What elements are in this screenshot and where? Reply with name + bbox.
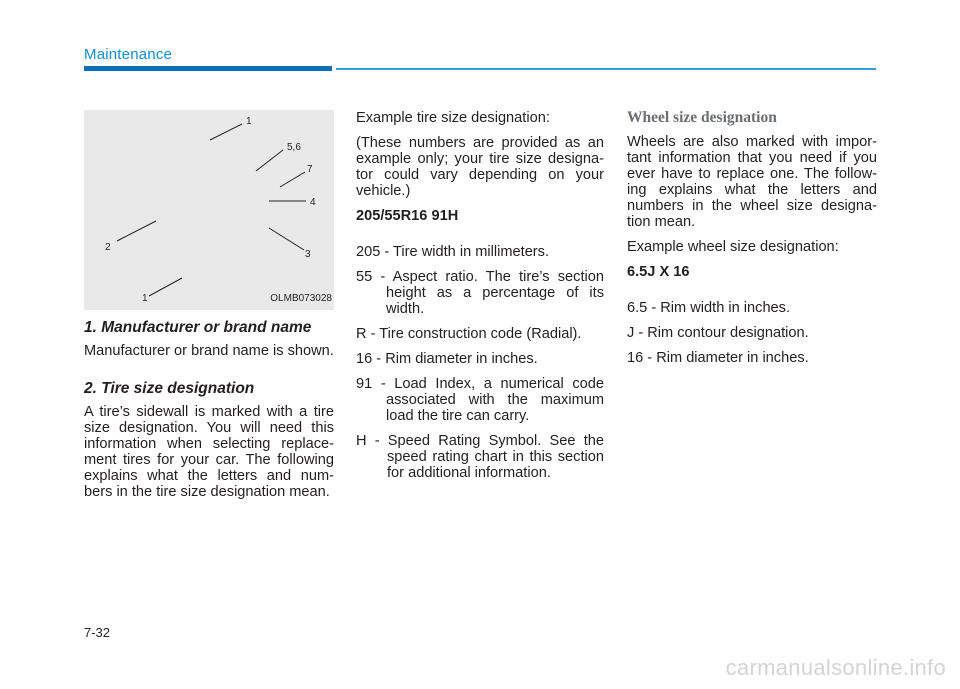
tire-item-load: 91 - Load Index, a numerical code associated with the maximum load the tire can carry. [356, 376, 604, 424]
section-title: Maintenance [84, 46, 173, 63]
tire-callout-diagram [84, 110, 334, 310]
tire-example-intro: Example tire size designation: [356, 110, 550, 126]
column-2 [356, 110, 604, 490]
header-rule-light [336, 68, 876, 70]
callout-line-2 [117, 221, 156, 241]
wheel-item-contour: J - Rim contour designation. [627, 325, 809, 341]
column-1 [84, 110, 334, 509]
wheel-item-diameter: 16 - Rim diameter in inches. [627, 350, 809, 366]
tire-item-width: 205 - Tire width in millimeters. [356, 244, 550, 260]
para-manufacturer: Manufacturer or brand name is shown. [84, 343, 334, 359]
heading-wheel-size: Wheel size designation [627, 109, 777, 126]
para-wheel-size: Wheels are also marked with impor-tant information that you need if you ever have to replace one. The follow-ing explains what the letters and numbers in the wheel size designa-tion mean. [627, 134, 877, 230]
callout-line-3 [269, 228, 304, 250]
tire-item-construction: R - Tire construction code (Radial). [356, 326, 582, 342]
wheel-example-intro: Example wheel size designation: [627, 239, 839, 255]
callout-label-4: 4 [310, 197, 316, 208]
page-number: 7-32 [84, 625, 111, 640]
tire-example-code: 205/55R16 91H [356, 208, 459, 224]
callout-label-1-top: 1 [246, 116, 252, 127]
callout-label-5-6: 5,6 [287, 142, 301, 153]
column-3 [627, 110, 877, 375]
heading-manufacturer: 1. Manufacturer or brand name [84, 319, 312, 336]
callout-label-2: 2 [105, 242, 111, 253]
callout-label-1-bottom: 1 [142, 293, 148, 304]
callout-line-1-top [210, 124, 242, 140]
spacer [627, 289, 877, 300]
tire-item-rim: 16 - Rim diameter in inches. [356, 351, 538, 367]
heading-tire-size: 2. Tire size designation [84, 380, 255, 397]
callout-line-7 [280, 172, 305, 187]
wheel-item-width: 6.5 - Rim width in inches. [627, 300, 791, 316]
callout-line-5-6 [256, 150, 283, 171]
spacer [356, 233, 604, 244]
tire-item-speed: H - Speed Rating Symbol. See the speed rating chart in this section for additional information. [356, 433, 604, 481]
tire-item-aspect: 55 - Aspect ratio. The tire’s section height as a percentage of its width. [356, 269, 604, 317]
callout-label-3: 3 [305, 249, 311, 260]
watermark: carmanualsonline.info [725, 655, 946, 680]
tire-sidewall-figure [84, 110, 334, 310]
para-tire-size: A tire’s sidewall is marked with a tire size designation. You will need this information when selecting replace-ment tires for your car. The following explains what the letters and num-bers in the tire size designation mean. [84, 404, 334, 500]
callout-label-7: 7 [307, 164, 313, 175]
header-rule-dark [84, 66, 332, 71]
figure-code: OLMB073028 [270, 293, 332, 304]
wheel-example-code: 6.5J X 16 [627, 264, 690, 280]
tire-example-note: (These numbers are provided as an example only; your tire size designa-tor could vary depending on your vehicle.) [356, 135, 604, 199]
callout-line-1-bottom [149, 278, 182, 296]
